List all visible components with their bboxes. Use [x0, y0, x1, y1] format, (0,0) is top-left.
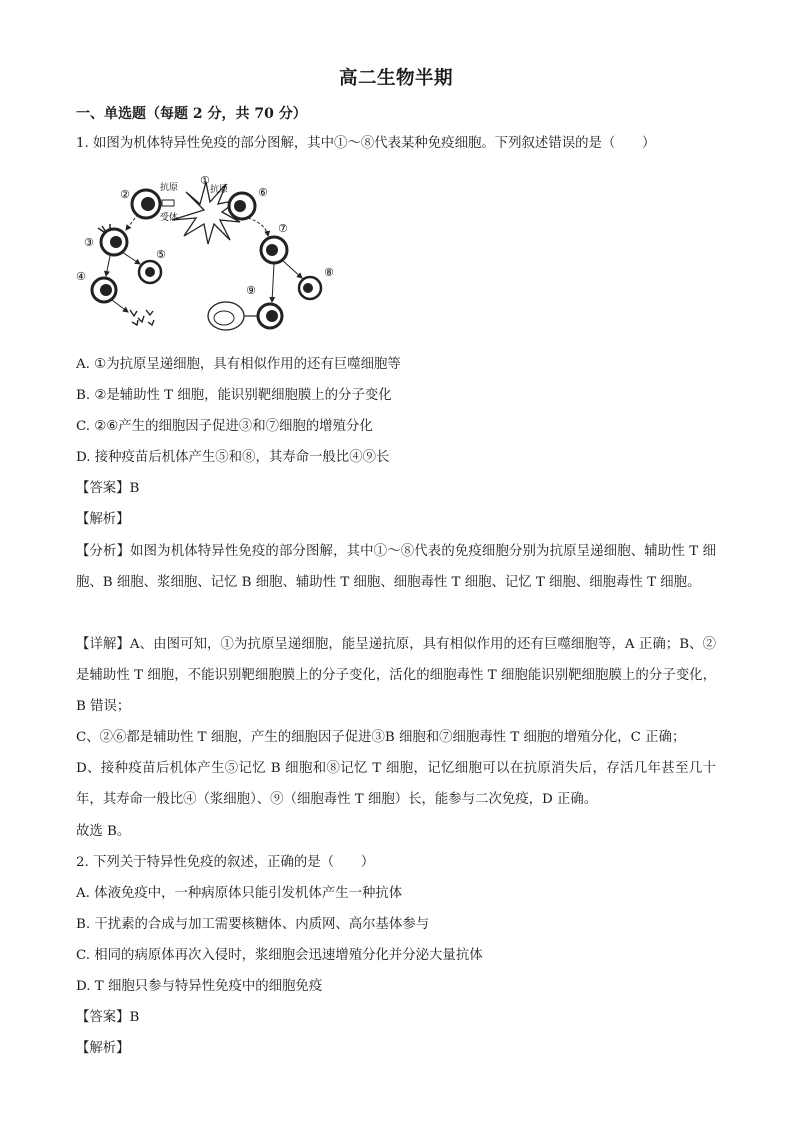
q1-detail-c: C、②⑥都是辅助性 T 细胞，产生的细胞因子促进③B 细胞和⑦细胞毒性 T 细胞的增殖分化，C 正确；: [76, 730, 686, 745]
section-heading: 一、单选题（每题 2 分，共 70 分）: [76, 106, 307, 122]
page-title: 高二生物半期: [338, 68, 453, 89]
q1-conclusion: 故选 B。: [76, 824, 131, 839]
q1-analysis-label: 【解析】: [76, 512, 130, 527]
q2-option-c: C. 相同的病原体再次入侵时，浆细胞会迅速增殖分化并分泌大量抗体: [76, 948, 483, 963]
q1-answer: 【答案】B: [76, 481, 140, 496]
q1-option-a: A. ①为抗原呈递细胞，具有相似作用的还有巨噬细胞等: [76, 357, 401, 372]
q1-option-c: C. ②⑥产生的细胞因子促进③和⑦细胞的增殖分化: [76, 419, 373, 434]
q2-option-d: D. T 细胞只参与特异性免疫中的细胞免疫: [76, 979, 323, 994]
label-n7: ⑦: [278, 222, 288, 235]
q1-option-b: B. ②是辅助性 T 细胞，能识别靶细胞膜上的分子变化: [76, 388, 392, 403]
q2-option-a: A. 体液免疫中，一种病原体只能引发机体产生一种抗体: [76, 886, 403, 901]
label-n6: ⑥: [258, 186, 268, 199]
label-receptor: 受体: [160, 213, 179, 223]
q1-option-d: D. 接种疫苗后机体产生⑤和⑧，其寿命一般比④⑨长: [76, 450, 390, 465]
q2-answer: 【答案】B: [76, 1010, 140, 1025]
label-antigen-left: 抗原: [160, 183, 179, 193]
label-n9: ⑨: [246, 284, 256, 297]
q2-option-b: B. 干扰素的合成与加工需要核糖体、内质网、高尔基体参与: [76, 917, 430, 932]
q1-analysis: 【分析】如图为机体特异性免疫的部分图解，其中①～⑧代表的免疫细胞分别为抗原呈递细胞、辅助性 T 细胞、B 细胞、浆细胞、记忆 B 细胞、辅助性 T 细胞、细胞毒性 T 细胞、记忆 T 细胞、细胞毒性 T 细胞。: [76, 544, 716, 590]
q1-detail-d: D、接种疫苗后机体产生⑤记忆 B 细胞和⑧记忆 T 细胞，记忆细胞可以在抗原消失后，存活几年甚至几十年，其寿命一般比④（浆细胞）、⑨（细胞毒性 T 细胞）长，能参与二次免疫，D 正确。: [76, 761, 716, 807]
label-n1: ①: [200, 174, 210, 187]
immune-diagram: [76, 170, 346, 340]
label-n8: ⑧: [324, 266, 334, 279]
label-n5: ⑤: [156, 248, 166, 261]
question-1-stem: 1. 如图为机体特异性免疫的部分图解，其中①～⑧代表某种免疫细胞。下列叙述错误的是（ ）: [76, 136, 656, 151]
immune-diagram-svg: [76, 170, 346, 340]
label-n4: ④: [76, 270, 86, 283]
question-2-stem: 2. 下列关于特异性免疫的叙述，正确的是（ ）: [76, 855, 375, 870]
q2-analysis-label: 【解析】: [76, 1041, 130, 1056]
q1-detail-ab: 【详解】A、由图可知，①为抗原呈递细胞，能呈递抗原，具有相似作用的还有巨噬细胞等，A 正确；B、②是辅助性 T 细胞，不能识别靶细胞膜上的分子变化，活化的细胞毒性 T 细胞能识别靶细胞膜上的分子变化，B 错误；: [76, 637, 716, 714]
label-n3: ③: [84, 236, 94, 249]
label-n2: ②: [120, 188, 130, 201]
label-antigen-right: 抗原: [210, 185, 229, 195]
